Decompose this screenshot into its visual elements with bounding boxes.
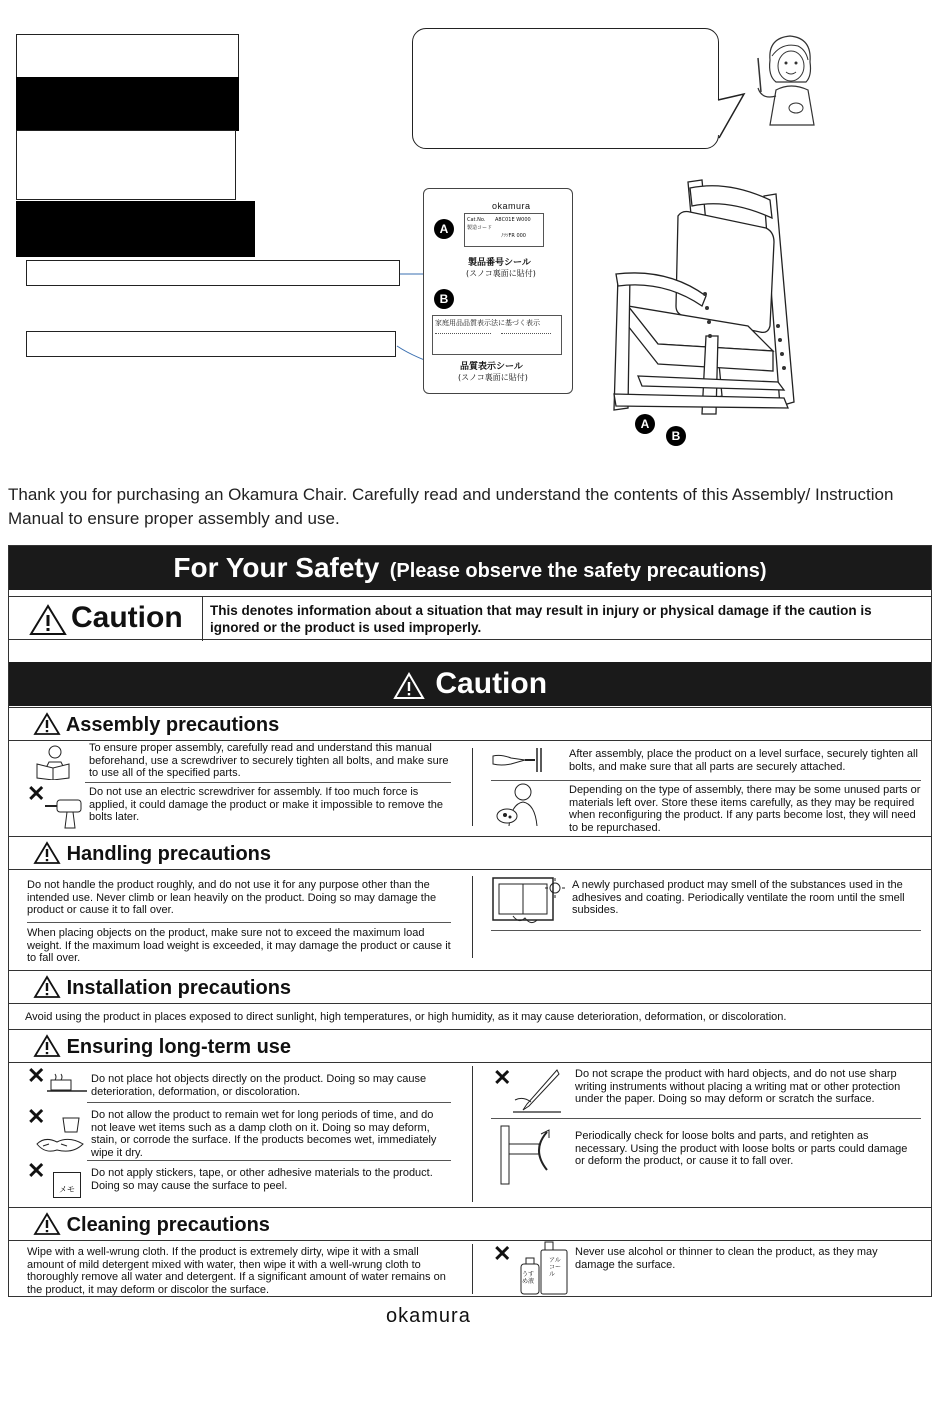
chair-marker-b-icon: B [666, 426, 686, 446]
redacted-field-b [26, 331, 396, 357]
warning-triangle-icon [33, 1034, 61, 1058]
longterm-left-rule-1 [87, 1102, 451, 1103]
footer-logo: okamura [386, 1305, 471, 1327]
warning-triangle-icon [33, 712, 61, 736]
caution-divider [202, 597, 203, 641]
safety-title-sub: (Please observe the safety precautions) [389, 560, 767, 582]
longterm-heading [9, 1029, 931, 1063]
assembly-heading [9, 707, 931, 741]
prohibited-x-icon: ✕ [27, 781, 46, 806]
handling-left-rule [27, 922, 451, 923]
bolt-check-icon [497, 1120, 557, 1190]
prohibited-x-icon: ✕ [493, 1241, 512, 1266]
label-location-card [423, 188, 573, 394]
caution-label: Caution [71, 601, 183, 634]
assembly-item-2: Do not use an electric screwdriver for assembly. If too much force is applied, it could damage the product or make it impossible to remove the bolts later. [89, 786, 444, 823]
installation-heading [9, 970, 931, 1004]
redacted-field-a [26, 260, 400, 286]
marker-a-icon: A [434, 219, 454, 239]
sticker-a-caption: 製品番号シール [468, 258, 531, 268]
cleaning-item-2: Never use alcohol or thinner to clean the product, as they may damage the surface. [575, 1246, 878, 1271]
marker-b-icon: B [434, 289, 454, 309]
cleaning-item-1: Wipe with a well-wrung cloth. If the product is extremely dirty, wipe it with a small amount of mild detergent mixed with water, then wipe it with a well-wrung cloth to thoroughly remove all water and detergent. If a significant amount of water remains on the product, it may deform or discolor the surface. [27, 1246, 446, 1296]
installation-heading-label: Installation precautions [66, 977, 292, 999]
redacted-box-2 [16, 130, 236, 200]
handling-right-rule [491, 930, 921, 931]
assembly-item-3: After assembly, place the product on a level surface, securely tighten all bolts, and make sure that all parts are securely attached. [569, 748, 918, 773]
caution-description: This denotes information about a situation that may result in injury or physical damage if the caution is ignored or the product is used improperly. [210, 603, 872, 635]
ventilate-window-icon [491, 876, 569, 928]
hot-pot-icon [47, 1072, 87, 1094]
cleaning-heading [9, 1207, 931, 1241]
caution-band [9, 662, 931, 706]
intro-text: Thank you for purchasing an Okamura Chair. Carefully read and understand the contents of this Assembly/ Instruction Manual to ensure proper assembly and use. [8, 485, 894, 528]
handling-heading [9, 836, 931, 870]
cleaning-heading-label: Cleaning precautions [66, 1214, 270, 1236]
handling-heading-label: Handling precautions [66, 843, 272, 865]
longterm-item-5: Periodically check for loose bolts and parts, and retighten as necessary. Using the product with loose bolts or parts could damage or deform the product, or cause it to fall over. [575, 1130, 908, 1167]
longterm-item-2: Do not allow the product to remain wet for long periods of time, and do not leave wet items such as a damp cloth on it. Doing so may deform, stain, or corrode the surface. If the products becomes wet, immediately wipe it dry. [91, 1109, 437, 1159]
sticker-b-caption: 品質表示シール [460, 362, 523, 372]
bubble-tail [700, 88, 750, 148]
assembly-item-1: To ensure proper assembly, carefully read and understand this manual beforehand, use a screwdriver to securely tighten all bolts, and make sure to use all of the specified parts. [89, 742, 449, 779]
longterm-item-3: Do not apply stickers, tape, or other adhesive materials to the product. Doing so may cause the surface to peel. [91, 1167, 433, 1192]
assembly-heading-label: Assembly precautions [65, 714, 280, 736]
assembly-left-rule [85, 782, 451, 783]
sticker-a-value1: A8C01E W000 [495, 217, 531, 223]
sticker-a-value2: ﾉﾂｿFR 000 [501, 233, 526, 239]
safety-title-main: For Your Safety [173, 552, 380, 583]
pen-scratch-icon [511, 1066, 563, 1116]
installation-item-1: Avoid using the product in places exposed to direct sunlight, high temperatures, or high humidity, as it may cause deterioration, deformation, or discoloration. [25, 1011, 787, 1023]
electric-screwdriver-icon [45, 794, 91, 830]
caution-definition-row [9, 596, 931, 640]
safety-section [8, 545, 932, 1297]
assembly-column-divider [472, 748, 473, 826]
bottle-thinner-label: うすめ液 [522, 1272, 535, 1285]
solvent-bottles-icon [515, 1240, 573, 1296]
handling-item-3: A newly purchased product may smell of the substances used in the adhesives and coating. Periodically ventilate the room until the smell subsides. [572, 879, 905, 916]
prohibited-x-icon: ✕ [27, 1104, 46, 1129]
screwdriver-tighten-icon [491, 746, 547, 774]
sticker-a-field1: Cat.No. [467, 217, 486, 223]
prohibited-x-icon: ✕ [27, 1158, 46, 1183]
handling-item-2: When placing objects on the product, make sure not to exceed the maximum load weight. If the maximum load weight is exceeded, it may damage the product or cause it to fall over. [27, 927, 451, 964]
sticker-a-field2: 製造コード [467, 225, 493, 231]
sticker-a-note: (スノコ裏面に貼付) [466, 269, 536, 278]
assembly-right-rule [491, 780, 921, 781]
longterm-left-rule-2 [87, 1160, 451, 1161]
sticker-a [464, 213, 544, 247]
reading-manual-icon [33, 744, 85, 780]
handling-item-1: Do not handle the product roughly, and do not use it for any purpose other than the intended use. Never climb or lean heavily on the product. Doing so may damage the product or cause it to fall over. [27, 879, 437, 916]
longterm-item-1: Do not place hot objects directly on the product. Doing so may cause deterioration, deformation, or discoloration. [91, 1073, 427, 1098]
longterm-item-4: Do not scrape the product with hard objects, and do not use sharp writing instruments without placing a writing mat or other protection under the paper. Doing so may deform or scratch the surface. [575, 1068, 901, 1105]
chair-marker-a-icon: A [635, 414, 655, 434]
speech-bubble [412, 28, 719, 149]
redacted-box-1 [16, 34, 239, 78]
caution-band-label: Caution [435, 667, 548, 700]
redacted-bar-2 [16, 201, 255, 257]
sticker-b-dots-2 [501, 333, 551, 334]
chair-illustration [598, 176, 808, 416]
memo-sticker-label: メモ [59, 1185, 75, 1194]
sticker-b-note: (スノコ裏面に貼付) [458, 373, 528, 382]
cleaning-column-divider [472, 1244, 473, 1294]
instructor-woman-illustration [748, 30, 828, 130]
safety-title-band [9, 546, 931, 590]
card-brand: okamura [492, 201, 531, 211]
warning-triangle-icon [29, 604, 67, 636]
longterm-right-rule [491, 1118, 921, 1119]
warning-triangle-icon [33, 841, 61, 865]
memo-sticker-icon [53, 1172, 81, 1198]
warning-triangle-icon [33, 1212, 61, 1236]
spare-parts-person-icon [493, 782, 545, 828]
prohibited-x-icon: ✕ [493, 1065, 512, 1090]
longterm-heading-label: Ensuring long-term use [66, 1036, 292, 1058]
longterm-column-divider [472, 1066, 473, 1202]
sticker-b-dots [435, 333, 491, 334]
handling-column-divider [472, 876, 473, 958]
bottle-alcohol-label: アルコール [549, 1258, 562, 1278]
prohibited-x-icon: ✕ [27, 1063, 46, 1088]
warning-triangle-icon [33, 975, 61, 999]
sticker-b-header: 家庭用品品質表示法に基づく表示 [435, 319, 540, 327]
assembly-item-4: Depending on the type of assembly, there may be some unused parts or materials left over. Store these items carefully, as they may be required when reconfiguring the product. If any parts become lost, they will need to be repurchased. [569, 784, 921, 834]
redacted-bar-1 [16, 77, 239, 131]
sticker-b [432, 315, 562, 355]
wet-cloth-icon [33, 1114, 89, 1156]
warning-triangle-white-icon [393, 672, 425, 700]
